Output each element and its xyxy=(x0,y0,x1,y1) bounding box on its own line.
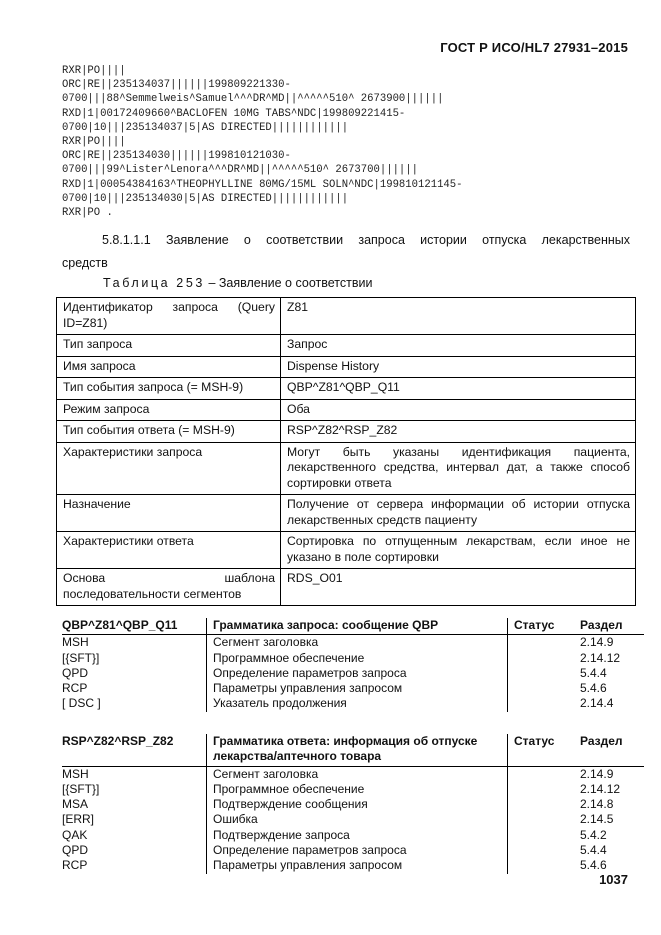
table-row xyxy=(62,666,644,681)
row-value: RSP^Z82^RSP_Z82 xyxy=(281,421,636,443)
code-line: 0700|10|||235134037|5|AS DIRECTED|||||||||||| xyxy=(62,121,349,134)
row-key: Режим запроса xyxy=(57,399,281,421)
row-value: Оба xyxy=(281,399,636,421)
segment-status xyxy=(508,828,575,843)
row-value: Запрос xyxy=(281,335,636,357)
clause-number: 5.8.1.1.1 xyxy=(102,233,151,247)
table-caption xyxy=(103,276,372,290)
row-key: Характеристики ответа xyxy=(57,532,281,569)
table-row xyxy=(62,635,644,651)
row-value: QBP^Z81^QBP_Q11 xyxy=(281,378,636,400)
segment-description: Параметры управления запросом xyxy=(207,858,508,873)
row-key: Имя запроса xyxy=(57,356,281,378)
segment-status xyxy=(508,696,575,711)
row-key: Тип запроса xyxy=(57,335,281,357)
table-row xyxy=(57,495,636,532)
segment-description: Программное обеспечение xyxy=(207,651,508,666)
segment-status xyxy=(508,651,575,666)
segment-section: 2.14.5 xyxy=(580,812,614,827)
code-line: RXD|1|00172409660^BACLOFEN 10MG TABS^NDC|199809221415- xyxy=(62,107,406,120)
segment-section: 5.4.2 xyxy=(580,827,607,842)
page-number: 1037 xyxy=(599,872,628,887)
response-grammar-table xyxy=(62,734,644,874)
clause-heading xyxy=(62,229,630,275)
table-row xyxy=(62,696,644,711)
code-line: 0700|||88^Semmelweis^Samuel^^^DR^MD||^^^^^510^ 2673900|||||| xyxy=(62,93,444,106)
segment-status xyxy=(508,766,575,782)
query-grammar-table xyxy=(62,618,644,712)
row-key: Идентификатор запроса (Query ID=Z81) xyxy=(57,298,281,335)
table-row xyxy=(62,828,644,843)
segment-description: Определение параметров запроса xyxy=(207,666,508,681)
segment-description: Подтверждение запроса xyxy=(207,828,508,843)
segment-status xyxy=(508,666,575,681)
segment-section: 2.14.9 xyxy=(580,766,614,781)
segment-description: Программное обеспечение xyxy=(207,782,508,797)
table-row xyxy=(57,532,636,569)
clause-text-line2: средств xyxy=(62,256,108,270)
segment-code: [ERR] xyxy=(62,812,207,827)
segment-code: RCP xyxy=(62,681,207,696)
segment-code: MSA xyxy=(62,797,207,812)
segment-status xyxy=(508,681,575,696)
table-row xyxy=(57,378,636,400)
table-caption-title: Заявление о соответствии xyxy=(218,276,373,290)
segment-code: QPD xyxy=(62,666,207,681)
code-line: RXR|PO|||| xyxy=(62,136,126,149)
segment-section: 5.4.6 xyxy=(580,858,607,873)
table-caption-dash: – xyxy=(208,276,216,290)
code-line: RXD|1|00054384163^THEOPHYLLINE 80MG/15ML SOLN^NDC|199810121145- xyxy=(62,178,463,191)
table-row xyxy=(62,797,644,812)
segment-description: Определение параметров запроса xyxy=(207,843,508,858)
segment-status xyxy=(508,858,575,873)
segment-status xyxy=(508,797,575,812)
grammar-header-section: Раздел xyxy=(580,734,623,748)
grammar-header-status: Статус xyxy=(514,734,555,748)
segment-status xyxy=(508,843,575,858)
segment-code: [{SFT}] xyxy=(62,782,207,797)
segment-description: Параметры управления запросом xyxy=(207,681,508,696)
row-value: Z81 xyxy=(281,298,636,335)
segment-description: Ошибка xyxy=(207,812,508,827)
grammar-header-description: Грамматика ответа: информация об отпуске лекарства/аптечного товара xyxy=(207,734,508,766)
segment-section: 2.14.8 xyxy=(580,797,614,812)
grammar-header-message: RSP^Z82^RSP_Z82 xyxy=(62,734,207,766)
table-row xyxy=(57,442,636,495)
code-line: 0700|10|||235134030|5|AS DIRECTED|||||||||||| xyxy=(62,192,349,205)
code-line: RXR|PO|||| xyxy=(62,65,126,77)
clause-first-line xyxy=(62,229,630,252)
table-row xyxy=(57,298,636,335)
segment-section: 2.14.12 xyxy=(580,650,621,665)
row-key: Тип события запроса (= MSH-9) xyxy=(57,378,281,400)
table-caption-label: Таблица 253 xyxy=(103,276,205,290)
table-row xyxy=(62,782,644,797)
segment-description: Указатель продолжения xyxy=(207,696,508,711)
clause-text-line1: Заявление о соответствии запроса истории отпуска лекарственных xyxy=(165,233,630,247)
conformance-table xyxy=(56,297,636,606)
table-row xyxy=(62,843,644,858)
segment-code: RCP xyxy=(62,858,207,873)
code-line: ORC|RE||235134037||||||199809221330- xyxy=(62,79,291,92)
table-row xyxy=(62,812,644,827)
hl7-message-example xyxy=(62,64,463,220)
segment-section: 2.14.9 xyxy=(580,635,614,650)
code-line: 0700|||99^Lister^Lenora^^^DR^MD||^^^^^510^ 2673700|||||| xyxy=(62,164,419,177)
table-row xyxy=(62,681,644,696)
segment-code: QAK xyxy=(62,828,207,843)
table-row xyxy=(57,421,636,443)
segment-code: MSH xyxy=(62,766,207,782)
segment-description: Сегмент заголовка xyxy=(207,766,508,782)
table-row xyxy=(62,858,644,873)
row-value: RDS_O01 xyxy=(281,569,636,606)
grammar-header-message: QBP^Z81^QBP_Q11 xyxy=(62,618,207,635)
segment-description: Сегмент заголовка xyxy=(207,635,508,651)
table-row xyxy=(57,356,636,378)
segment-description: Подтверждение сообщения xyxy=(207,797,508,812)
grammar-header-section: Раздел xyxy=(580,618,623,632)
segment-code: QPD xyxy=(62,843,207,858)
document-header: ГОСТ Р ИСО/HL7 27931–2015 xyxy=(440,40,628,55)
segment-status xyxy=(508,782,575,797)
segment-code: [ DSC ] xyxy=(62,696,207,711)
code-line: ORC|RE||235134030||||||199810121030- xyxy=(62,150,291,163)
segment-section: 2.14.12 xyxy=(580,781,621,796)
table-row xyxy=(62,766,644,782)
row-value: Dispense History xyxy=(281,356,636,378)
segment-status xyxy=(508,635,575,651)
row-value: Получение от сервера информации об истории отпуска лекарственных средств пациенту xyxy=(281,495,636,532)
row-key: Назначение xyxy=(57,495,281,532)
row-value: Сортировка по отпущенным лекарствам, если иное не указано в поле сортировки xyxy=(281,532,636,569)
code-line: RXR|PO . xyxy=(62,207,113,220)
table-row xyxy=(57,399,636,421)
row-key: Характеристики запроса xyxy=(57,442,281,495)
segment-section: 5.4.4 xyxy=(580,665,607,680)
table-row xyxy=(57,335,636,357)
segment-code: MSH xyxy=(62,635,207,651)
grammar-header-description: Грамматика запроса: сообщение QBP xyxy=(207,618,508,635)
table-row xyxy=(57,569,636,606)
row-key: Основа шаблона последовательности сегментов xyxy=(57,569,281,606)
row-value: Могут быть указаны идентификация пациента, лекарственного средства, интервал дат, а также способ сортировки ответа xyxy=(281,442,636,495)
table-row xyxy=(62,651,644,666)
segment-section: 5.4.4 xyxy=(580,843,607,858)
segment-section: 2.14.4 xyxy=(580,696,614,711)
grammar-header-status: Статус xyxy=(514,618,555,632)
segment-section: 5.4.6 xyxy=(580,681,607,696)
segment-code: [{SFT}] xyxy=(62,651,207,666)
segment-status xyxy=(508,812,575,827)
row-key: Тип события ответа (= MSH-9) xyxy=(57,421,281,443)
